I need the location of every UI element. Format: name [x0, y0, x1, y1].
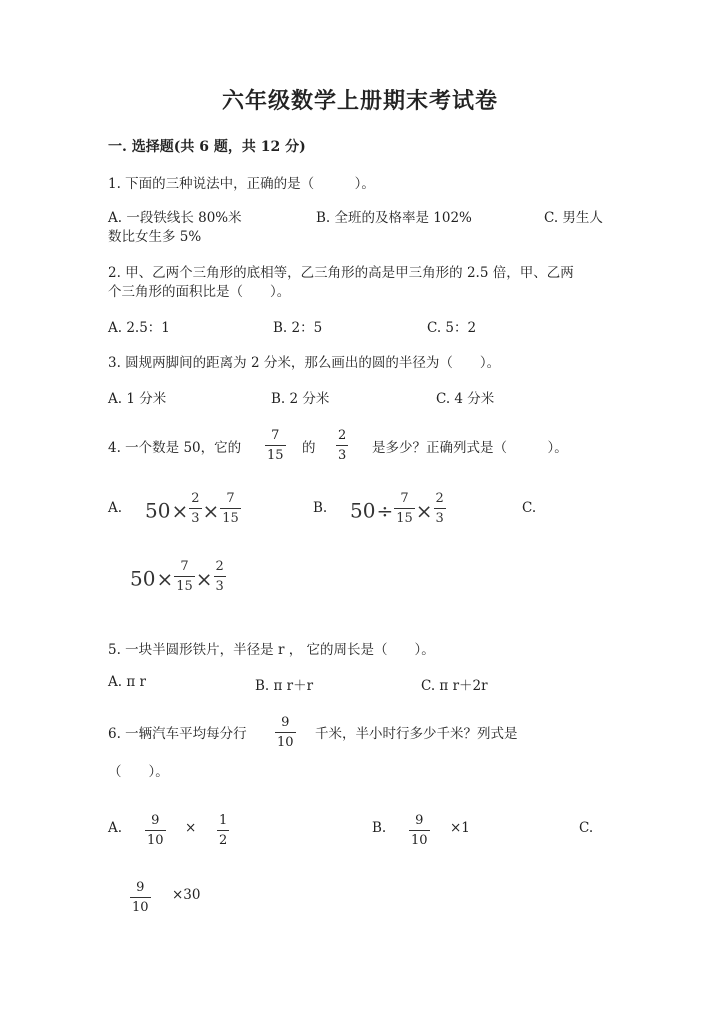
question-6-option-a-label[interactable]: A. [108, 820, 123, 836]
numerator: 9 [281, 715, 290, 730]
times-sign: × [171, 498, 189, 523]
question-3-option-c[interactable]: C. 4 分米 [436, 391, 495, 407]
numerator: 7 [400, 491, 409, 506]
question-6-stem: 6. 一辆汽车平均每分行 [108, 726, 247, 742]
question-4-stem: 4. 一个数是 50，它的 [108, 440, 242, 456]
denominator: 10 [277, 735, 294, 750]
numerator: 7 [180, 559, 189, 574]
divide-sign: ÷ [376, 498, 394, 523]
question-4-stem-tail: 是多少？正确列式是（ ）。 [372, 440, 568, 456]
question-6-stem-tail: 千米，半小时行多少千米？列式是 [315, 726, 518, 742]
numerator: 1 [219, 813, 228, 828]
question-3-option-a[interactable]: A. 1 分米 [108, 391, 167, 407]
question-2-stem: 2. 甲、乙两个三角形的底相等，乙三角形的高是甲三角形的 2.5 倍，甲、乙两 [108, 265, 574, 281]
numerator: 9 [151, 813, 160, 828]
fraction-9-10 [130, 881, 151, 914]
question-1-option-b[interactable]: B. 全班的及格率是 102% [316, 210, 472, 226]
question-6-option-b-label[interactable]: B. [372, 820, 387, 836]
denominator: 15 [267, 448, 284, 463]
question-4-option-b-label[interactable]: B. [313, 500, 328, 516]
fraction-2-3 [336, 429, 348, 462]
question-4-option-c-label[interactable]: C. [522, 500, 537, 516]
numerator: 2 [435, 491, 444, 506]
denominator: 15 [222, 511, 239, 526]
numerator: 2 [338, 428, 347, 443]
numerator: 9 [415, 813, 424, 828]
numerator: 9 [136, 880, 145, 895]
question-2-option-a[interactable]: A. 2.5：1 [108, 320, 170, 336]
fraction-bar [265, 445, 286, 446]
page-title: 六年级数学上册期末考试卷 [221, 88, 498, 114]
number: 50 [145, 498, 171, 523]
numerator: 7 [271, 428, 280, 443]
denominator: 2 [219, 833, 228, 848]
fraction-9-10 [409, 814, 430, 847]
fraction-7-15 [265, 429, 286, 462]
denominator: 10 [147, 833, 164, 848]
denominator: 3 [191, 511, 200, 526]
question-2-option-b[interactable]: B. 2：5 [273, 320, 323, 336]
question-5-option-a[interactable]: A. π r [108, 674, 146, 690]
question-1-option-c-continued: 数比女生多 5% [108, 229, 202, 245]
times-sign: × [156, 566, 174, 591]
denominator: 15 [396, 511, 413, 526]
denominator: 10 [411, 833, 428, 848]
fraction-bar [336, 445, 348, 446]
fraction-1-2 [217, 814, 229, 847]
question-3-option-b[interactable]: B. 2 分米 [271, 391, 330, 407]
question-2-stem-continued: 个三角形的面积比是（ ）。 [108, 284, 291, 300]
denominator: 10 [132, 900, 149, 915]
fraction-9-10 [145, 814, 166, 847]
times-sign: × [415, 498, 433, 523]
number: 50 [350, 498, 376, 523]
times-sign: × [195, 566, 213, 591]
question-6-option-b-multiplier: ×1 [450, 820, 470, 836]
question-1-option-c[interactable]: C. 男生人 [544, 210, 603, 226]
question-5-stem: 5. 一块半圆形铁片，半径是 r ， 它的周长是（ ）。 [108, 642, 435, 658]
question-1-stem: 1. 下面的三种说法中，正确的是（ ）。 [108, 176, 375, 192]
question-5-option-c[interactable]: C. π r＋2r [421, 678, 488, 694]
section-heading: 一. 选择题(共 6 题，共 12 分) [108, 139, 306, 155]
denominator: 3 [215, 579, 224, 594]
question-6-stem-continued: （ ）。 [108, 764, 169, 780]
question-4-option-a-formula [145, 491, 241, 527]
denominator: 15 [176, 579, 193, 594]
number: 50 [130, 566, 156, 591]
denominator: 3 [338, 448, 347, 463]
times-sign: × [185, 820, 197, 836]
numerator: 7 [226, 491, 235, 506]
question-4-option-b-formula [350, 491, 446, 527]
question-4-stem-part: 的 [302, 440, 316, 456]
question-4-option-a-label[interactable]: A. [108, 500, 123, 516]
question-4-option-c-formula [130, 559, 226, 595]
numerator: 2 [215, 559, 224, 574]
times-sign: × [202, 498, 220, 523]
question-5-option-b[interactable]: B. π r＋r [255, 678, 314, 694]
fraction-9-10 [275, 716, 296, 749]
question-6-option-c-label[interactable]: C. [579, 820, 594, 836]
numerator: 2 [191, 491, 200, 506]
question-2-option-c[interactable]: C. 5：2 [427, 320, 477, 336]
question-3-stem: 3. 圆规两脚间的距离为 2 分米，那么画出的圆的半径为（ ）。 [108, 355, 501, 371]
denominator: 3 [435, 511, 444, 526]
question-6-option-c-multiplier: ×30 [172, 887, 201, 903]
question-1-option-a[interactable]: A. 一段铁线长 80%米 [108, 210, 242, 226]
